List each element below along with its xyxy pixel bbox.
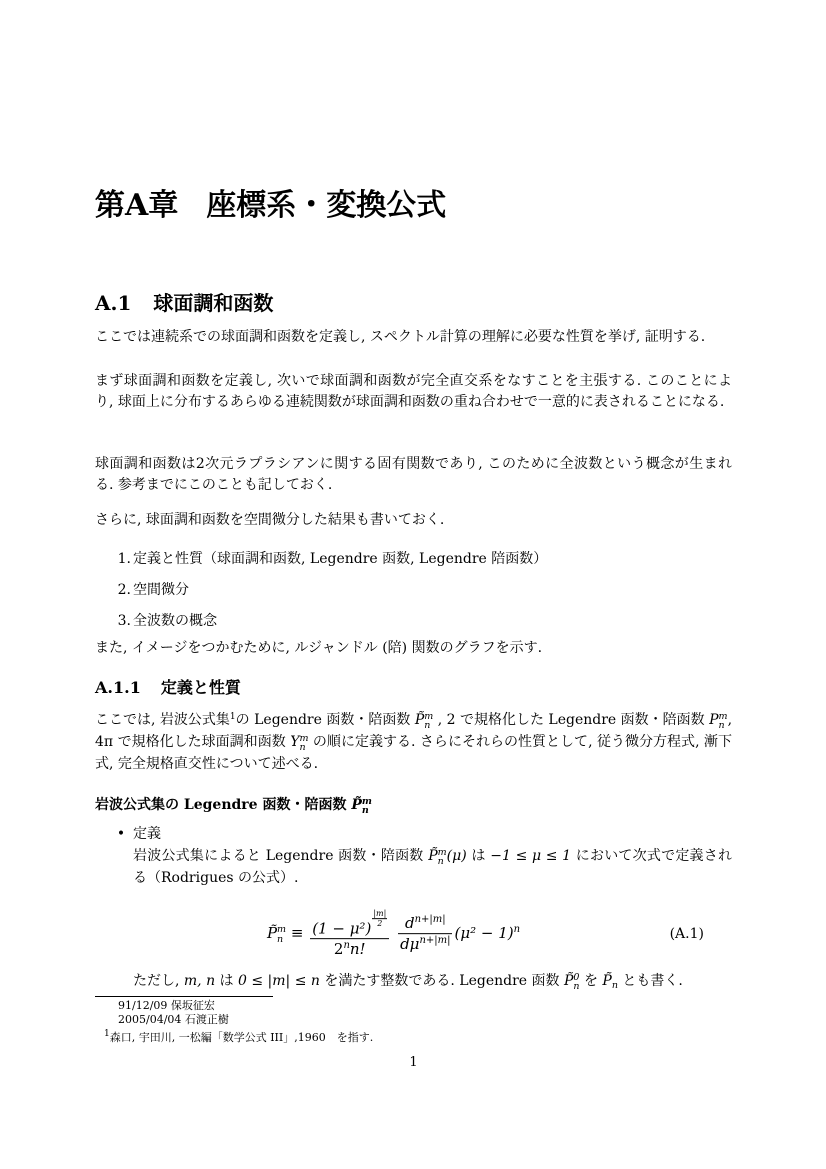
subsection-number: A.1.1	[95, 678, 141, 697]
text-segment: を満たす整数である. Legendre 函数	[319, 973, 564, 989]
list-item-3-text: 全波数の概念	[133, 613, 217, 629]
equation-number: (A.1)	[669, 926, 704, 942]
condition-text	[133, 971, 732, 996]
math-sup-sub: m n	[437, 846, 447, 867]
footnote-rule	[95, 996, 273, 997]
list-item-1-text: 定義と性質（球面調和函数, Legendre 函数, Legendre 陪函数）	[133, 551, 548, 567]
text-segment: の Legendre 函数・陪函数	[235, 712, 415, 728]
paragraph-overview: まず球面調和函数を定義し, 次いで球面調和函数が完全直交系をなすことを主張する. このことにより, 球面上に分布するあらゆる連続関数が球面調和函数の重ね合わせで一意的に表されることになる.	[95, 373, 732, 410]
list-item-2	[95, 580, 732, 601]
revision-date-line	[118, 1013, 518, 1027]
text-segment: の順に定義する. さらにそれらの性質として, 従う微分方程式, 漸下式, 完全規格直交性について述べる.	[95, 734, 732, 772]
list-item-1-marker: 1.	[117, 551, 131, 567]
math-p-nm: P	[709, 712, 719, 728]
text-segment: は	[215, 973, 239, 989]
paragraph-derivative: さらに, 球面調和函数を空間微分した結果も書いておく.	[95, 512, 445, 528]
math-sup-sub: 0 n	[573, 971, 580, 992]
footnote-text	[104, 1027, 604, 1045]
math-sup-sub: m n	[277, 924, 287, 945]
revision-date-1: 91/12/09 保坂征宏	[118, 999, 215, 1012]
math-ptilde-nm: P̃	[351, 797, 362, 813]
definition-text	[133, 845, 732, 889]
text-segment: とも書く.	[617, 973, 683, 989]
math-sup-sub: m n	[361, 795, 372, 816]
math-ptilde-n0: P̃	[563, 973, 574, 989]
math-ptilde-nm: P̃	[414, 712, 425, 728]
math-ptilde-n: P̃	[602, 973, 612, 989]
text-segment: は	[466, 848, 491, 864]
section-heading	[95, 290, 732, 317]
footnote-marker: 1	[229, 712, 236, 722]
text-segment: ここでは, 岩波公式集	[95, 712, 230, 728]
math-tail: (μ² − 1)	[454, 924, 514, 942]
list-item-1	[95, 549, 732, 570]
fraction-numerator: $d^{n+|m|}$	[398, 914, 452, 934]
equiv-sign: ≡	[290, 924, 304, 942]
chapter-title: 座標系・変換公式	[206, 188, 447, 223]
text-segment: , 4π で規格化した球面調和函数	[95, 712, 733, 750]
list-item-2-marker: 2.	[117, 582, 131, 598]
list-item-2-text: 空間微分	[133, 582, 189, 598]
list-item-3-marker: 3.	[117, 613, 131, 629]
bold-heading-text: 岩波公式集の Legendre 函数・陪函数	[95, 797, 352, 813]
subsection-title: 定義と性質	[160, 678, 241, 697]
math-ptilde-nm: P̃	[428, 848, 438, 864]
paragraph-graph: また, イメージをつかむために, ルジャンドル (陪) 関数のグラフを示す.	[95, 640, 543, 656]
subsection-heading	[95, 676, 732, 699]
math-sup-sub: m n	[718, 710, 728, 731]
fraction-denominator: 2$^n$n!	[333, 940, 366, 959]
paragraph-definitions	[95, 706, 732, 775]
text-segment: において次式で定義される（Rodrigues の公式）.	[133, 848, 732, 886]
math-sup-sub: m n	[424, 710, 434, 731]
revision-date-2: 2005/04/04 石渡正樹	[118, 1013, 229, 1026]
footnote-body: 森口, 宇田川, 一松編「数学公式 III」,1960 を指す.	[109, 1031, 374, 1044]
revision-date-line	[118, 999, 518, 1013]
bullet-icon: •	[116, 826, 126, 842]
math-mn-range: 0 ≤ |m| ≤ n	[238, 973, 320, 989]
bullet-label: 定義	[133, 826, 161, 842]
math-mn: m, n	[183, 973, 216, 989]
text-segment: 岩波公式集によると Legendre 函数・陪函数	[133, 848, 429, 864]
paragraph-laplacian: 球面調和函数は2次元ラプラシアンに関する固有関数であり, このために全波数という概念が生まれる. 参考までにこのことも記しておく.	[95, 456, 732, 493]
chapter-label: 第A章	[95, 188, 179, 223]
list-item-3	[95, 611, 732, 632]
equation-block	[95, 906, 732, 962]
math-mu-arg: (μ)	[446, 848, 467, 864]
text-segment: ただし,	[133, 973, 184, 989]
fraction-derivative	[398, 914, 452, 954]
page-number: 1	[409, 1055, 418, 1070]
exponent-fraction: $\frac{|m|}{2}$	[373, 909, 387, 929]
fraction-numerator: (1 − μ²) $\frac{|m|}{2}$	[310, 909, 389, 939]
bullet-item-definition	[95, 824, 732, 845]
text-segment: , 2 で規格化した Legendre 函数・陪函数	[433, 712, 710, 728]
math-ptilde: P̃	[266, 924, 278, 942]
math-mu-range: −1 ≤ μ ≤ 1	[490, 848, 572, 864]
fraction-denominator: $d\mu^{n+|m|}$	[400, 935, 451, 954]
paragraph-intro: ここでは連続系での球面調和函数を定義し, スペクトル計算の理解に必要な性質を挙げ, 証明する.	[95, 329, 706, 345]
section-number: A.1	[95, 291, 132, 315]
chapter-heading	[95, 186, 732, 226]
math-sup-sub: m n	[299, 732, 309, 753]
footnote-number: 1	[104, 1029, 110, 1039]
equation-formula	[95, 909, 692, 959]
section-title: 球面調和函数	[153, 291, 274, 315]
fraction-rodrigues-coef	[310, 909, 389, 959]
bold-heading	[95, 795, 732, 816]
math-tail-exponent: n	[513, 924, 521, 935]
text-segment: を	[579, 973, 603, 989]
math-y-nm: Y	[290, 734, 300, 750]
math-sub: n	[611, 980, 618, 991]
